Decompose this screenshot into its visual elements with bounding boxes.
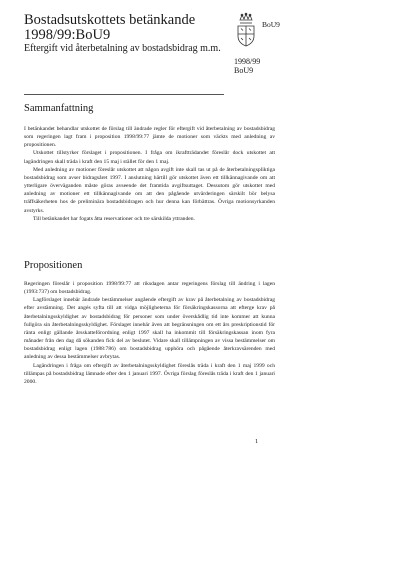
committee-badge: BoU9 xyxy=(262,20,280,29)
paragraph: Lagförslaget innebär ändrade bestämmelser angående eftergift av krav på återbetalning av bostadsbidrag efter avstämning. Det angés syfta till att vidga möjligheterna för försäkringskassorna att efterge krav på återbetalningsskyldighet av bostadsbidrag för personer som under överskådlig tid inte kommer att kunna fullgöra sin återbetalningsskyldighet. Förslaget innebär även att begränsningen om ett års preskriptionstid för ränta enligt gällande årsskatteförordning enligt 1997 skall ha inkommit till försäkringskassan inom fyra månader från den dag då sökanden fick del av beslutet. Vidare skall tillämpningen av vissa bestämmelser om bostadsbidrag enligt lagen (1988:786) om bostadsbidrag upphöra och pågående återkravsärenden med anledning av dessa bestämmelser avbrytas. xyxy=(24,297,275,361)
document-title xyxy=(24,13,195,43)
section-sammanfattning xyxy=(24,125,275,223)
section-heading-sammanfattning: Sammanfattning xyxy=(24,103,94,114)
section-propositionen xyxy=(24,280,275,386)
paragraph: Lagändringen i fråga om eftergift av återbetalningsskyldighet föreslås träda i kraft den 1 maj 1999 och tillämpas på bostadsbidrag lämnade efter den 1 januari 1997. Övriga förslag föreslås träda i kraft den 1 januari 2000. xyxy=(24,362,275,385)
section-heading-propositionen: Propositionen xyxy=(24,260,83,271)
side-reference xyxy=(234,58,260,75)
document-subtitle: Eftergift vid återbetalning av bostadsbidrag m.m. xyxy=(24,43,221,54)
paragraph: Med anledning av motioner föreslår utskottet att någon avgift inte skall tas ut på de återbetalningspliktiga bostadsbidrag som avser bidragsåret 1997. I anslutning härtill gör utskottet även ett tillkännagivande om att ytterligare överväganden måste göras avseende det framtida avgiftsuttaget. Dessutom gör utskottet med anledning av motioner ett tillkännagivande om att den pågående utvärderingen särskilt bör belysa träffsäkerheten hos de preliminära bostadsbidragen och hur denna kan förbättras. Övriga motionsyrkanden avstyrks. xyxy=(24,166,275,214)
riksdag-crown-emblem xyxy=(234,12,258,58)
paragraph: I betänkandet behandlar utskottet de förslag till ändrade regler för eftergift vid återbetalning av bostadsbidrag som regeringen lagt fram i proposition 1998/99:77 jämte de motioner som väckts med anledning av propositionen. xyxy=(24,126,275,149)
paragraph: Utskottet tillstyrker förslaget i propositionen. I fråga om ikraftträdandet föreslår dock utskottet att lagändringen skall träda i kraft den 15 maj i stället för den 1 maj. xyxy=(24,150,275,165)
paragraph: Regeringen föreslår i proposition 1998/99:77 att riksdagen antar regeringens förslag till ändring i lagen (1993:737) om bostadsbidrag. xyxy=(24,281,275,296)
side-year: 1998/99 xyxy=(234,57,261,66)
page-number: 1 xyxy=(255,438,259,445)
header-divider xyxy=(24,94,224,95)
side-code: BoU9 xyxy=(234,65,254,75)
document-title-line2: 1998/99:BoU9 xyxy=(24,27,111,43)
paragraph: Till betänkandet har fogats åtta reservationer och tre särskilda yttranden. xyxy=(33,215,195,222)
document-title-line1: Bostadsutskottets betänkande xyxy=(24,12,196,28)
